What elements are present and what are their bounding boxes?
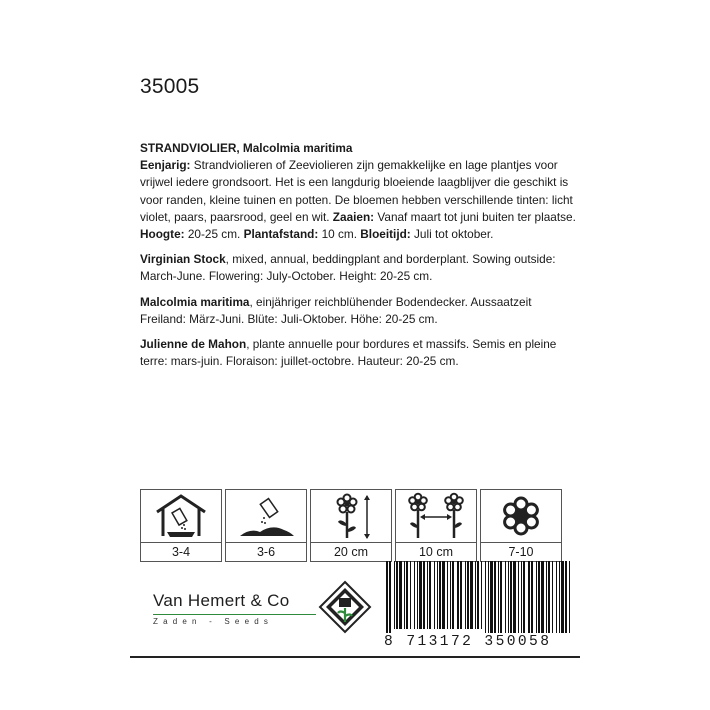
nl-text-flowering: Juli tot oktober. (410, 227, 494, 242)
barcode-icon (384, 561, 574, 634)
brand-block (153, 591, 316, 626)
nl-text-spacing: 10 cm. (318, 227, 361, 242)
flowering-icon (491, 492, 551, 540)
dutch-description (140, 140, 580, 243)
german-description (140, 294, 580, 328)
nl-label-flowering: Bloeitijd: (360, 227, 411, 242)
description-block (140, 140, 580, 378)
brand-name: Van Hemert & Co (153, 591, 290, 610)
french-description (140, 336, 580, 370)
nl-label-sowing: Zaaien: (332, 209, 375, 224)
fr-text: , plante annuelle pour bordures et massifs. Semis en pleine terre: mars-juin. Floraison: juillet-octobre. Hauteur: 20-25 cm. (140, 337, 557, 369)
nl-text-height: 20-25 cm. (184, 227, 244, 242)
nl-label-annual: Eenjarig: (140, 158, 191, 173)
barcode-number: 8 713172 350058 (384, 634, 552, 650)
brand-subtitle: Zaden - Seeds (153, 617, 274, 626)
brand-underline (153, 614, 316, 615)
outdoor-sowing-icon (236, 492, 296, 540)
outdoor-sowing-cell (225, 489, 307, 562)
plant-height-value: 20 cm (333, 545, 369, 559)
indoor-sowing-value: 3-4 (171, 545, 191, 559)
de-label: Malcolmia maritima (140, 294, 250, 309)
plant-spacing-cell (395, 489, 477, 562)
nl-label-spacing: Plantafstand: (243, 227, 319, 242)
flowering-cell (480, 489, 562, 562)
indoor-sowing-icon (151, 492, 211, 540)
sowing-icon-row (140, 489, 562, 562)
de-text: , einjähriger reichblühender Bodendecker. Aussaatzeit Freiland: März-Juni. Blüte: Juli-Oktober. Höhe: 20-25 cm. (140, 294, 532, 326)
en-text: , mixed, annual, beddingplant and borderplant. Sowing outside: March-June. Flowering: July-October. Height: 20-25 cm. (140, 252, 556, 284)
plant-height-cell (310, 489, 392, 562)
outdoor-sowing-value: 3-6 (256, 545, 276, 559)
nl-title: STRANDVIOLIER, Malcolmia maritima (140, 141, 353, 155)
product-code: 35005 (140, 75, 200, 98)
fr-label: Julienne de Mahon (140, 337, 247, 352)
nl-text-annual: Strandviolieren of Zeeviolieren zijn gemakkelijke en lage plantjes voor vrijwel iedere grondsoort. Het is een langdurig bloeiende laagblijver die geschikt is voor randen, kleine tuinen en potten. De bloemen hebben verschillende tinten: licht violet, paars, paarsrood, geel en wit. (140, 158, 573, 224)
nl-text-sowing: Vanaf maart tot juni buiten ter plaatse. (374, 209, 576, 224)
nl-label-height: Hoogte: (140, 227, 185, 242)
plant-spacing-icon (404, 492, 468, 540)
plant-height-icon (321, 492, 381, 540)
brand-logo-icon (318, 580, 372, 634)
indoor-sowing-cell (140, 489, 222, 562)
flowering-value: 7-10 (508, 545, 534, 559)
bottom-divider (130, 656, 580, 658)
english-description (140, 251, 580, 285)
en-label: Virginian Stock (140, 252, 226, 267)
plant-spacing-value: 10 cm (418, 545, 454, 559)
